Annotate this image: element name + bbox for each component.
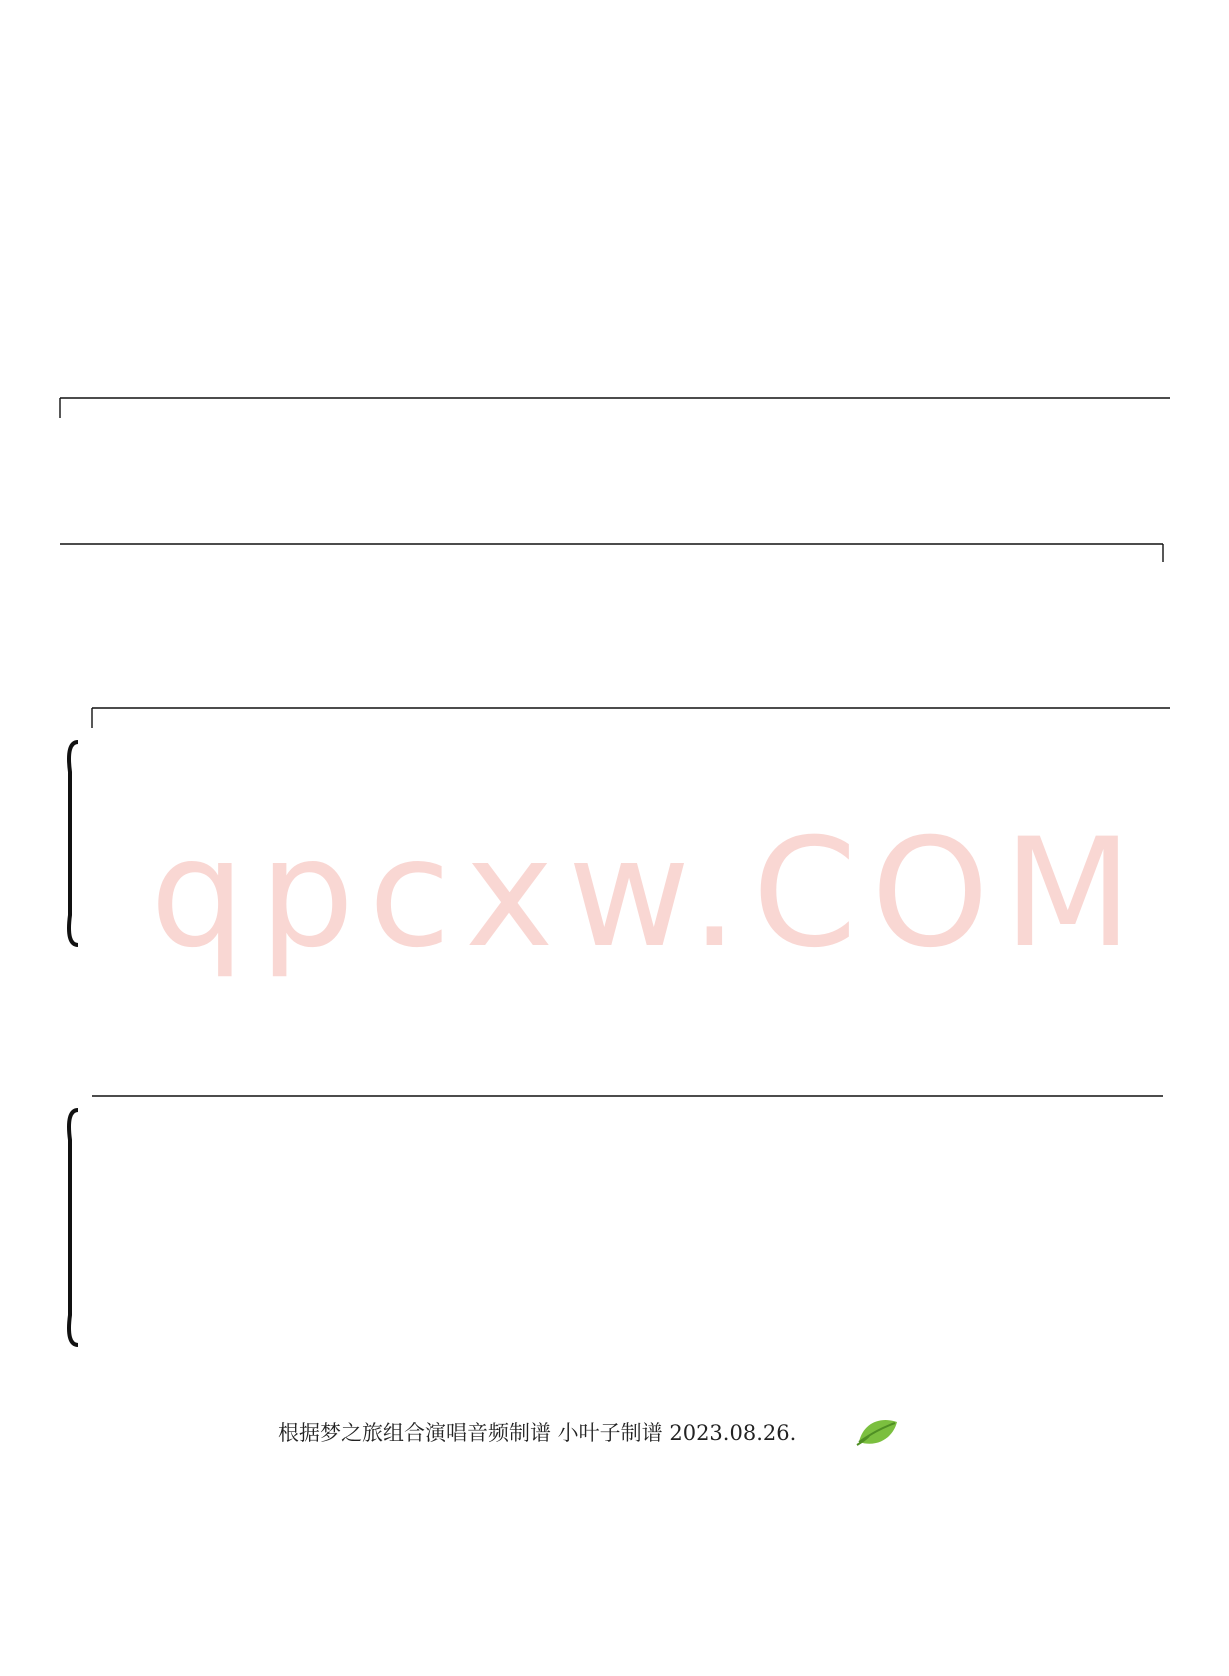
system-brace (69, 1110, 78, 1345)
watermark: qpcxw.COM (150, 807, 1147, 981)
leaf-icon (857, 1420, 897, 1445)
footer-credit: 根据梦之旅组合演唱音频制谱 小叶子制谱 2023.08.26. (278, 1421, 797, 1445)
system-brace (69, 742, 78, 945)
